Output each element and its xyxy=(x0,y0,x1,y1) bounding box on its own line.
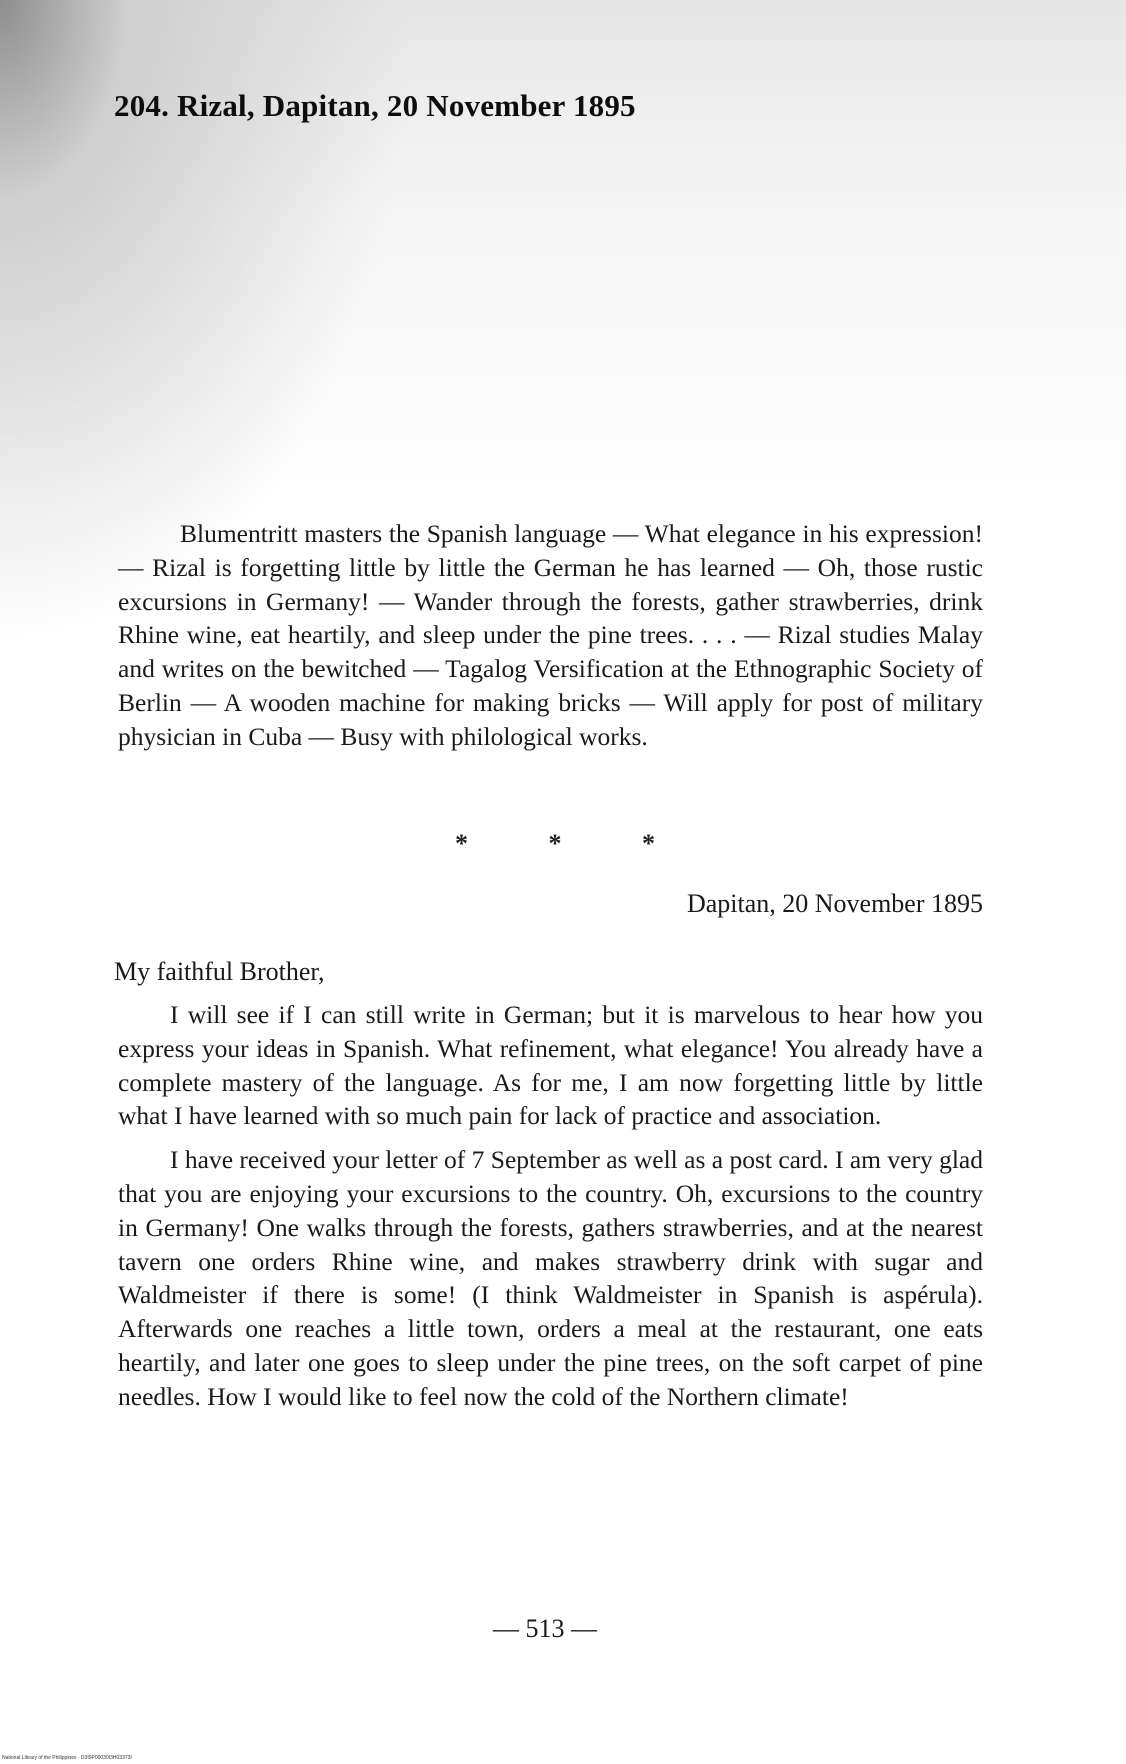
letter-summary: Blumentritt masters the Spanish language — What elegance in his expression! — Rizal is forgetting little by little the German he has learned — Oh, those rustic excursions in Germany! — Wander through the forests, gather strawberries, drink Rhine wine, eat heartily, and sleep under the pine trees. . . . — Rizal studies Malay and writes on the bewitched — Tagalog Versification at the Ethnographic Society of Berlin — A wooden machine for making bricks — Will apply for post of military physician in Cuba — Busy with philological works. xyxy=(118,519,983,751)
letter-paragraph: I will see if I can still write in German; but it is marvelous to hear how you express your ideas in Spanish. What refinement, what elegance! You already have a complete mastery of the language. As for me, I am now forgetting little by little what I have learned with so much pain for lack of practice and association. xyxy=(118,1000,983,1131)
archive-footer: National Library of the Philippines · D3I9P00030I3H03373I xyxy=(2,1755,132,1761)
section-separator xyxy=(455,829,655,859)
separator-star: * xyxy=(455,829,468,858)
page-number: — 513 — xyxy=(493,1614,597,1643)
letter-salutation: My faithful Brother, xyxy=(114,957,325,986)
letter-dateline: Dapitan, 20 November 1895 xyxy=(686,889,983,918)
separator-star: * xyxy=(548,829,562,858)
separator-star: * xyxy=(642,829,655,858)
letter-paragraph: I have received your letter of 7 September as well as a post card. I am very glad that you are enjoying your excursions to the country. Oh, excursions to the country in Germany! One walks through the forests, gathers strawberries, and at the nearest tavern one orders Rhine wine, and makes strawberry drink with sugar and Waldmeister if there is some! (I think Waldmeister in Spanish is aspérula). Afterwards one reaches a little town, orders a meal at the restaurant, one eats heartily, and later one goes to sleep under the pine trees, on the soft carpet of pine needles. How I would like to feel now the cold of the Northern climate! xyxy=(118,1145,983,1411)
letter-body xyxy=(118,998,983,1424)
letter-heading: 204. Rizal, Dapitan, 20 November 1895 xyxy=(114,88,636,123)
